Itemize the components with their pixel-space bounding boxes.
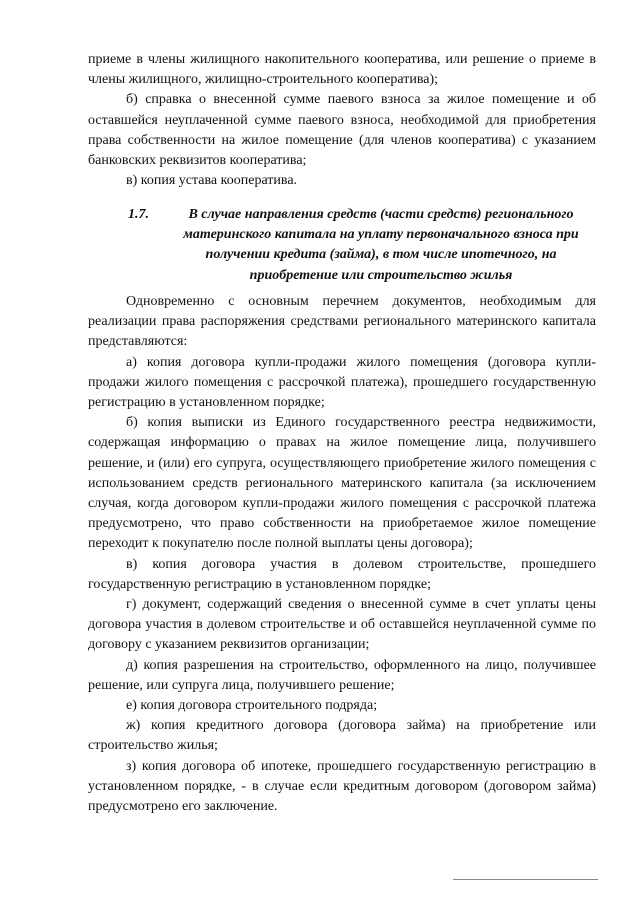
paragraph-item-b: б) справка о внесенной сумме паевого взноса за жилое помещение и об оставшейся неуплаченной сумме паевого взноса, необходимой для приобретения права собственности на жилое помещение (для членов кооператива) с указанием банковских реквизитов кооператива; — [88, 92, 596, 169]
list-item: ж) копия кредитного договора (договора займа) на приобретение или строительство жилья; — [88, 718, 596, 754]
section-title: В случае направления средств (части средств) регионального материнского капитала на уплату первоначального взноса при получении кредита (займа), в том числе ипотечного, на приобретение или строительство жилья — [183, 207, 579, 283]
paragraph-item-v: в) копия устава кооператива. — [126, 173, 298, 189]
list-item: г) документ, содержащий сведения о внесенной сумме в счет уплаты цены договора участия в долевом строительстве и об оставшейся неуплаченной сумме по договору с указанием реквизитов организации; — [88, 597, 596, 653]
paragraph-intro: Одновременно с основным перечнем документов, необходимым для реализации права распоряжения средствами регионального материнского капитала представляются: — [88, 294, 596, 350]
list-item: в) копия договора участия в долевом строительстве, прошедшего государственную регистрацию в установленном порядке; — [88, 556, 596, 592]
section-heading — [88, 205, 596, 286]
paragraph-continuation: приеме в члены жилищного накопительного кооператива, или решение о приеме в члены жилищного, жилищно-строительного кооператива); — [88, 52, 596, 88]
document-section-body — [88, 292, 596, 817]
list-item: б) копия выписки из Единого государственного реестра недвижимости, содержащая информацию о правах на жилое помещение лица, получившего решение, и (или) его супруга, осуществляющего приобретение жилого помещения с использованием средств регионального материнского капитала (за исключением случая, когда договором купли-продажи жилого помещения с рассрочкой платежа предусмотрено, что право собственности на приобретаемое жилое помещение переходит к покупателю после полной выплаты цены договора); — [88, 415, 596, 552]
list-item: з) копия договора об ипотеке, прошедшего государственную регистрацию в установленном порядке, - в случае если кредитным договором (договором займа) предусмотрено его заключение. — [88, 758, 596, 815]
list-item: д) копия разрешения на строительство, оформленного на лицо, получившее решение, или супруга лица, получившего решение; — [88, 657, 596, 693]
section-number: 1.7. — [128, 207, 149, 222]
list-item: а) копия договора купли-продажи жилого помещения (договора купли-продажи жилого помещения с рассрочкой платежа), прошедшего государственную регистрацию в установленном порядке; — [88, 354, 596, 411]
document-section-previous — [88, 50, 596, 191]
footer-rule — [453, 879, 598, 880]
list-item: е) копия договора строительного подряда; — [126, 698, 378, 714]
